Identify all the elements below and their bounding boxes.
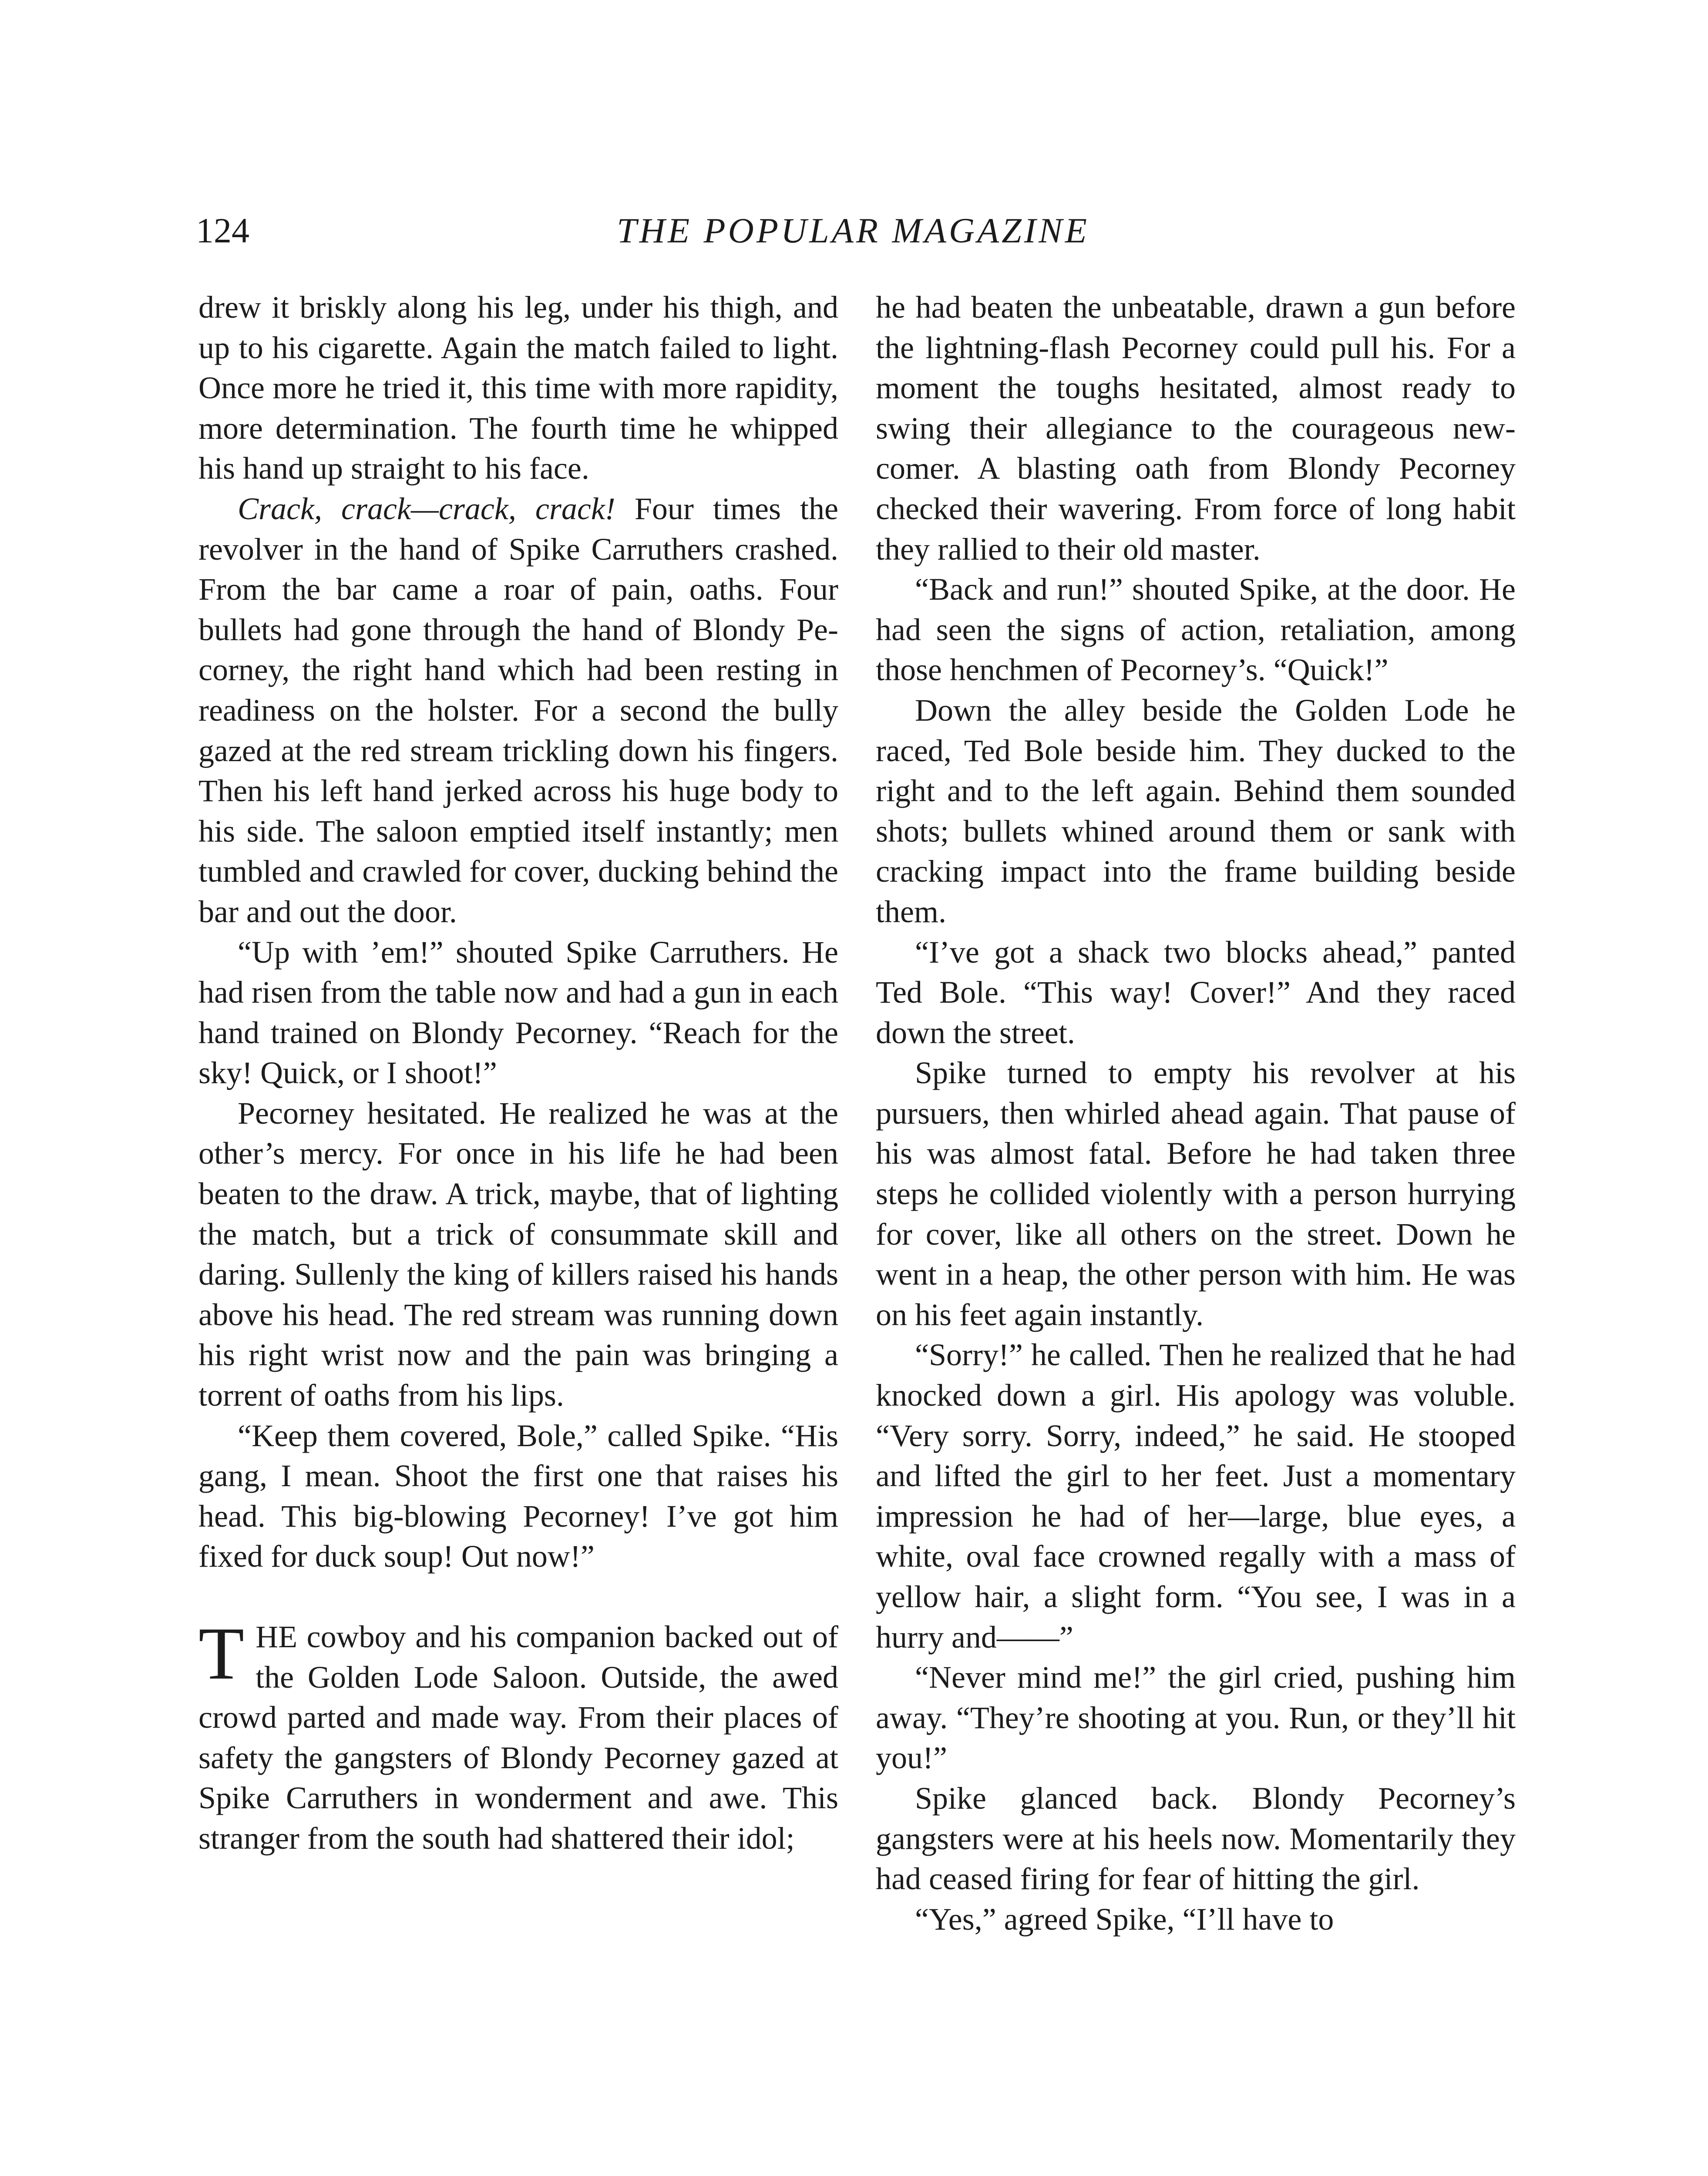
- right-column: [876, 287, 1516, 1939]
- left-column: [198, 287, 838, 1859]
- paragraph: “Keep them covered, Bole,” called Spike. “His gang, I mean. Shoot the first one that raises his head. This big-blowing Pecorney! I’ve got him fixed for duck soup! Out now!”: [198, 1418, 838, 1574]
- paragraph: “Sorry!” he called. Then he realized that he had knocked down a girl. His apology was voluble. “Very sorry. Sorry, indeed,” he said. He stooped and lifted the girl to her feet. Just a momentary impression he had of her—large, blue eyes, a white, oval face crowned regally with a mass of yellow hair, a slight form. “You see, I was in a hurry and——”: [876, 1337, 1516, 1655]
- paragraph: “Up with ’em!” shouted Spike Carruthers. He had risen from the table now and had a gun in each hand trained on Blondy Pecorney. “Reach for the sky! Quick, or I shoot!”: [198, 934, 838, 1091]
- paragraph-text: Four times the revolver in the hand of Spike Carruthers crashed. From the bar came a roar of pain, oaths. Four bullets had gone through the hand of Blondy Pecorney, the right hand which had been resting in readiness on the holster. For a second the bully gazed at the red stream trickling down his fingers. Then his left hand jerked across his huge body to his side. The saloon emptied itself instantly; men tumbled and crawled for cover, ducking behind the bar and out the door.: [198, 491, 839, 929]
- page-header: [196, 205, 1510, 265]
- paragraph: “I’ve got a shack two blocks ahead,” panted Ted Bole. “This way! Cover!” And they raced down the street.: [876, 934, 1516, 1050]
- paragraph: drew it briskly along his leg, under his thigh, and up to his cigarette. Again the match failed to light. Once more he tried it, this time with more rapidity, more determination. The fourth time he whipped his hand up straight to his face.: [198, 290, 838, 486]
- paragraph: [198, 489, 838, 932]
- page-number: 124: [196, 211, 249, 250]
- paragraph-text: HE cowboy and his companion backed out of the Golden Lode Saloon. Outside, the awed crowd parted and made way. From their places of safety the gangsters of Blondy Pecorney gazed at Spike Carruthers in wonderment and awe. This stranger from the south had shattered their idol;: [198, 1619, 838, 1856]
- sound-effect-text: Crack, crack—crack, crack!: [238, 491, 615, 526]
- paragraph: “Never mind me!” the girl cried, pushing him away. “They’re shooting at you. Run, or they’ll hit you!”: [876, 1660, 1516, 1776]
- paragraph: Pecorney hesitated. He realized he was at the other’s mercy. For once in his life he had been beaten to the draw. A trick, maybe, that of lighting the match, but a trick of consummate skill and daring. Sullenly the king of killers raised his hands above his head. The red stream was running down his right wrist now and the pain was bringing a torrent of oaths from his lips.: [198, 1095, 838, 1413]
- paragraph: Down the alley beside the Golden Lode he raced, Ted Bole beside him. They ducked to the right and to the left again. Behind them sounded shots; bullets whined around them or sank with cracking impact into the frame building beside them.: [876, 692, 1516, 929]
- running-title: THE POPULAR MAGAZINE: [617, 211, 1089, 250]
- drop-cap: T: [198, 1612, 245, 1695]
- paragraph: “Yes,” agreed Spike, “I’ll have to: [915, 1901, 1334, 1937]
- paragraph: Spike turned to empty his revolver at his pursuers, then whirled ahead again. That pause of his was almost fatal. Before he had taken three steps he collided violently with a person hurrying for cover, like all others on the street. Down he went in a heap, the other person with him. He was on his feet again instantly.: [876, 1055, 1516, 1332]
- paragraph: he had beaten the unbeatable, drawn a gun before the lightning-flash Pecorney could pull his. For a moment the toughs hesitated, almost ready to swing their allegiance to the courageous newcomer. A blasting oath from Blondy Pecorney checked their wavering. From force of long habit they rallied to their old master.: [876, 290, 1516, 567]
- paragraph: “Back and run!” shouted Spike, at the door. He had seen the signs of action, retaliation, among those henchmen of Pecorney’s. “Quick!”: [876, 572, 1516, 688]
- paragraph: Spike glanced back. Blondy Pecorney’s gangsters were at his heels now. Momentarily they had ceased firing for fear of hitting the girl.: [876, 1780, 1516, 1897]
- section-opening-paragraph: [198, 1612, 838, 1859]
